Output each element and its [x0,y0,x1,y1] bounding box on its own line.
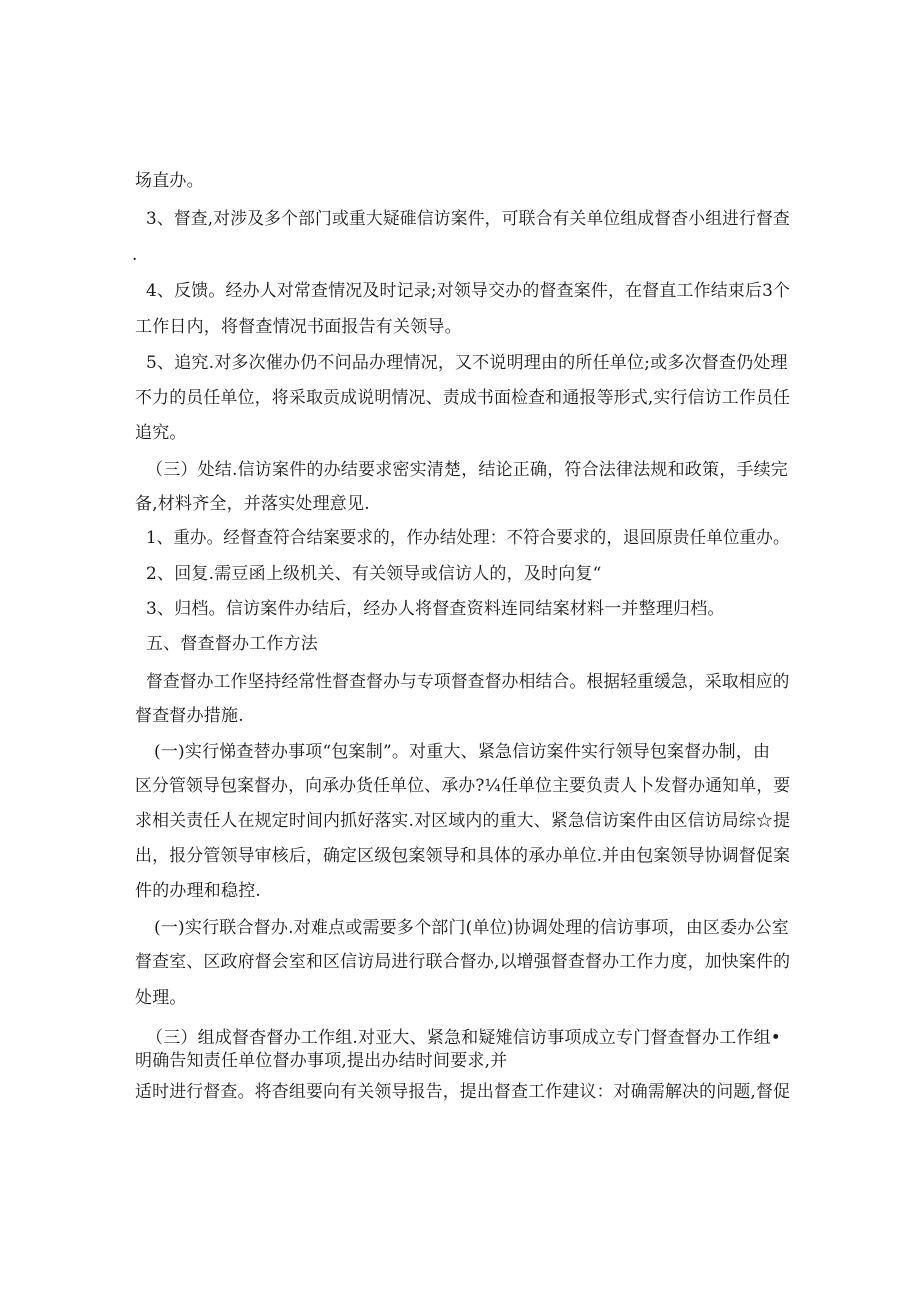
text-line: 处理。 [135,988,187,1008]
text-line: 出，报分管领导审核后，确定区级包案领导和具体的承办单位.并由包案领导协调督促案 [135,846,791,866]
text-line: 3、督查,对涉及多个部门或重大疑碓信访案件，可联合有关单位组成督杳小组进行督查 [146,209,791,229]
text-line: 督查室、区政府督会室和区信访局进行联合督办,以增强督查督办工作力度，加快案件的 [135,952,791,972]
text-line: 工作日内，将督查情况书面报告有关领导。 [135,317,462,337]
text-line: 5、追究.对多次催办仍不问品办理情况，又不说明理由的所任单位;或多次督查仍处理 [146,353,788,373]
text-line: (一)实行悌查替办事项“包案制”。对重大、紧急信访案件实行领导包案督办制，由 [154,742,771,762]
text-line: 不力的员任单位，将采取贡成说明情况、责成书面检查和通报等形式,实行信访工作员任 [135,388,791,408]
text-line: （三）组成督杳督办工作组.对亚大、紧急和疑雉信访事项成立专门督查督办工作组• [146,1028,782,1048]
text-line: . [132,245,138,265]
section-heading: 五、督查督办工作方法 [146,634,318,654]
text-line: 督查督办工作坚持经常性督查督办与专项督查督办相结合。根据轻重缓急，采取相应的 [146,672,790,692]
text-line: 件的办理和稳控. [135,881,262,901]
text-line: 场直办。 [135,171,204,191]
text-line: 3、归档。信访案件办结后，经办人将督查资料连同结案材料一并整理归档。 [146,599,725,619]
text-line: 适时进行督查。将杳组要向有关领导报告，提出督查工作建议：对确需解决的问题,督促 [135,1082,791,1102]
text-line: （三）处结.信访案件的办结要求密实清楚，结论正确，符合法律法规和政策，手续完 [146,460,789,480]
text-line: 求相关责任人在规定时间内抓好落实.对区域内的重大、紧急信访案件由区信访局综☆提 [135,811,791,831]
text-line: 追究。 [135,423,187,443]
text-line: 1、重办。经督查符合结案要求的，作办结处理：不符合要求的，退回原贵任单位重办。 [146,528,790,548]
text-line: (一)实行联合督办.对难点或需要多个部门(单位)协调处理的信访事项，由区委办公室 [154,918,789,938]
text-line: 明确告知责任单位督办事项,提出办结时间要求,并 [135,1051,508,1071]
text-line: 督查督办措施. [135,706,244,726]
text-line: 备,材料齐全，并落实处理意见. [135,494,370,514]
text-line: 2、回复.需豆函上级机关、有关领导或信访人的，及时向复“ [146,564,602,584]
text-line: 4、反馈。经办人对常查情况及时记录;对领导交办的督查案件，在督直工作结束后3个 [146,281,791,301]
text-line: 区分管领导包案督办，向承办货任单位、承办?¼任单位主要负责人卜发督办通知单，要 [135,776,791,796]
